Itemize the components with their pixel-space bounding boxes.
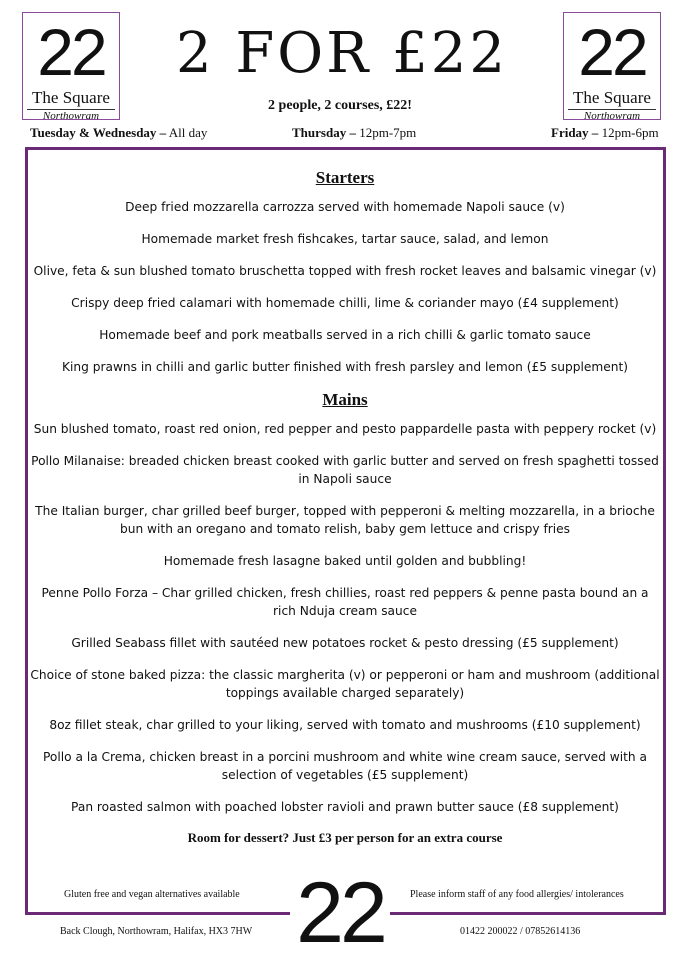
logo-number: 22	[37, 15, 105, 89]
menu-item: 8oz fillet steak, char grilled to your liking, served with tomato and mushrooms (£10 supplement)	[49, 718, 641, 732]
dessert-offer: Room for dessert? Just £3 per person for an extra course	[187, 830, 503, 845]
footer-logo-number: 22	[290, 870, 390, 955]
mains-heading: Mains	[322, 390, 368, 409]
starters-heading: Starters	[315, 168, 375, 187]
dietary-note: Gluten free and vegan alternatives available	[64, 889, 240, 900]
menu-item: Penne Pollo Forza – Char grilled chicken, fresh chillies, roast red peppers & penne pasta bound an a rich Nduja cream sauce	[41, 586, 649, 618]
headline: 2 FOR £22	[175, 21, 509, 86]
allergy-note: Please inform staff of any food allergies/ intolerances	[410, 889, 624, 900]
menu-item: The Italian burger, char grilled beef burger, topped with pepperoni & melting mozzarella, in a brioche bun with an oregano and tomato relish, baby gem lettuce and crispy fries	[35, 504, 655, 536]
menu-item: Sun blushed tomato, roast red onion, red pepper and pesto pappardelle pasta with peppery rocket (v)	[33, 422, 657, 436]
menu-item: Homemade market fresh fishcakes, tartar sauce, salad, and lemon	[141, 232, 549, 246]
address: Back Clough, Northowram, Halifax, HX3 7HW	[60, 926, 253, 937]
menu-item: Crispy deep fried calamari with homemade chilli, lime & coriander mayo (£4 supplement)	[71, 296, 619, 310]
menu-item: Grilled Seabass fillet with sautéed new potatoes rocket & pesto dressing (£5 supplement)	[71, 636, 619, 650]
menu-item: Homemade beef and pork meatballs served in a rich chilli & garlic tomato sauce	[99, 328, 591, 342]
menu-item: Pan roasted salmon with poached lobster ravioli and prawn butter sauce (£8 supplement)	[71, 800, 619, 814]
logo-name: The Square	[32, 88, 110, 107]
menu-item: Deep fried mozzarella carrozza served with homemade Napoli sauce (v)	[125, 200, 565, 214]
opening-day-friday: Friday – 12pm-6pm	[551, 125, 659, 140]
menu-item: Choice of stone baked pizza: the classic margherita (v) or pepperoni or ham and mushroom (additional toppings available charged separately)	[30, 668, 660, 700]
logo-subtitle: Northowram	[27, 109, 115, 122]
menu-item: Pollo Milanaise: breaded chicken breast cooked with garlic butter and served on fresh spaghetti tossed in Napoli sauce	[31, 454, 659, 486]
menu-item: King prawns in chilli and garlic butter finished with fresh parsley and lemon (£5 supplement)	[62, 360, 628, 374]
opening-day-tue-wed: Tuesday & Wednesday – All day	[30, 125, 208, 140]
logo-subtitle: Northowram	[568, 109, 656, 122]
logo-name: The Square	[573, 88, 651, 107]
logo-left	[22, 12, 120, 120]
menu-item: Pollo a la Crema, chicken breast in a porcini mushroom and white wine cream sauce, served with a selection of vegetables (£5 supplement)	[43, 750, 647, 782]
logo-right	[563, 12, 661, 120]
phone-numbers: 01422 200022 / 07852614136	[460, 926, 581, 937]
opening-day-thursday: Thursday – 12pm-7pm	[292, 125, 417, 140]
logo-number: 22	[578, 15, 646, 89]
subheadline: 2 people, 2 courses, £22!	[268, 98, 412, 113]
menu-item: Olive, feta & sun blushed tomato bruschetta topped with fresh rocket leaves and balsamic vinegar (v)	[33, 264, 657, 278]
menu-item: Homemade fresh lasagne baked until golden and bubbling!	[163, 554, 527, 568]
menu-content	[30, 162, 660, 846]
